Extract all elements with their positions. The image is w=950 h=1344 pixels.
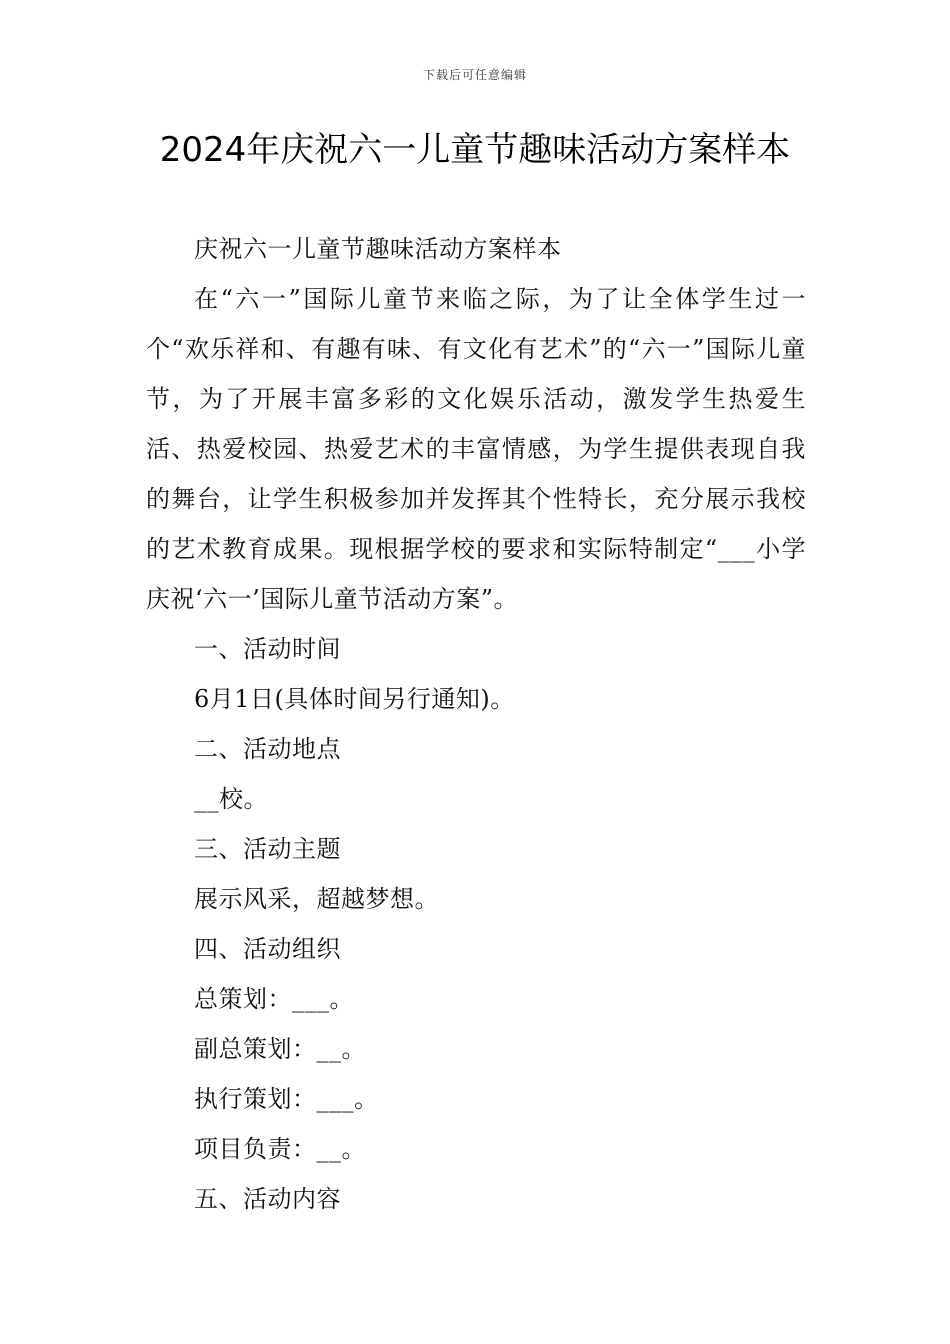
organization-executive-planner: 执行策划：___。 [194,1085,379,1113]
section-text-location: __校。 [194,785,268,813]
section-text-theme: 展示风采，超越梦想。 [194,885,439,913]
section-heading-theme: 三、活动主题 [194,835,341,863]
organization-deputy-planner: 副总策划：__。 [194,1035,366,1063]
section-heading-content: 五、活动内容 [194,1185,341,1213]
intro-paragraph: 在“六一”国际儿童节来临之际，为了让全体学生过一个“欢乐祥和、有趣有味、有文化有艺术”的“六一”国际儿童节，为了开展丰富多彩的文化娱乐活动，激发学生热爱生活、热爱校园、热爱艺术的丰富情感，为学生提供表现自我的舞台，让学生积极参加并发挥其个性特长，充分展示我校的艺术教育成果。现根据学校的要求和实际特制定“___小学庆祝‘六一’国际儿童节活动方案”。 [146,285,806,613]
section-heading-time: 一、活动时间 [194,635,341,663]
document-title: 2024年庆祝六一儿童节趣味活动方案样本 [159,130,791,170]
subtitle-paragraph: 庆祝六一儿童节趣味活动方案样本 [194,235,562,263]
organization-project-lead: 项目负责：__。 [194,1135,366,1163]
section-text-time: 6月1日(具体时间另行通知)。 [194,685,515,713]
header-note: 下载后可任意编辑 [422,68,527,82]
section-heading-organization: 四、活动组织 [194,935,341,963]
organization-chief-planner: 总策划：___。 [194,985,354,1013]
document-body [146,224,806,1224]
section-heading-location: 二、活动地点 [194,735,341,763]
